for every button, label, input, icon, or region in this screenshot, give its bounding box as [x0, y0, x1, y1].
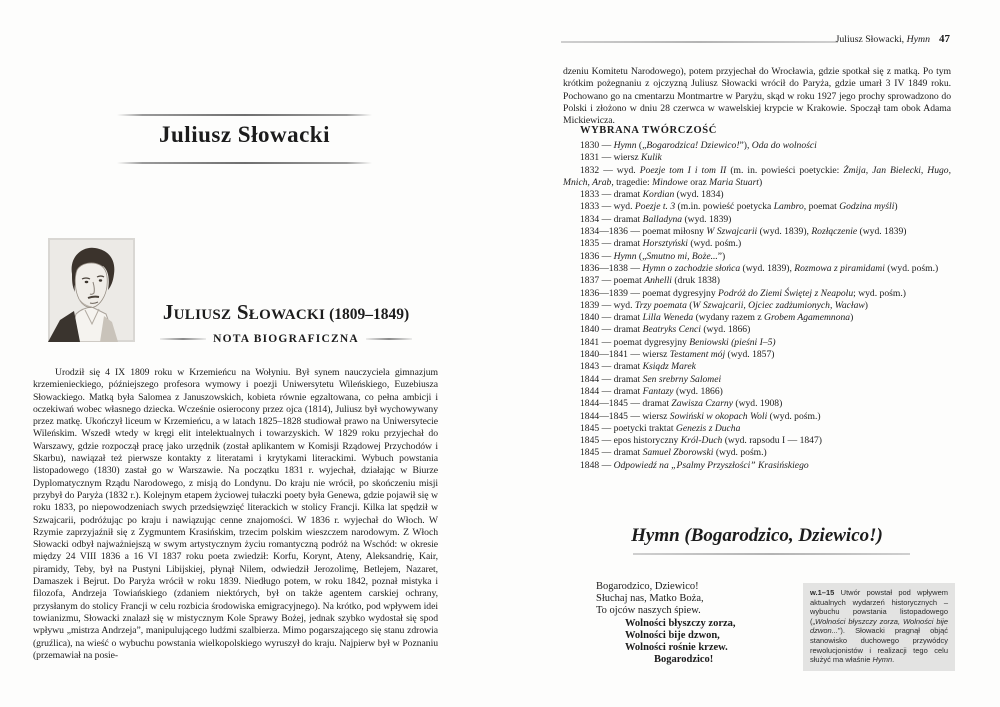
work-entry: 1836—1839 — poemat dygresyjny Podróż do Ziemi Świętej z Neapolu; wyd. pośm.) [580, 287, 906, 299]
author-heading [135, 300, 437, 325]
page-title: Juliusz Słowacki [159, 122, 330, 147]
running-title-work: Hymn [906, 34, 930, 45]
work-entry: 1840 — dramat Beatryks Cenci (wyd. 1866) [580, 324, 751, 336]
work-entry: 1845 — epos historyczny Król-Duch (wyd. rapsodu I — 1847) [580, 435, 822, 447]
work-entry: 1830 — Hymn („Bogarodzica! Dziewico!”), Oda do wolności [580, 140, 817, 151]
work-entry: 1843 — dramat Ksiądz Marek [580, 361, 696, 373]
work-entry: 1840 — dramat Lilla Weneda (wydany razem z Grobem Agamemnona) [580, 312, 854, 324]
poem [596, 581, 736, 666]
portrait-engraving-svg [48, 238, 135, 342]
work-entry: 1844—1845 — wiersz Sowiński w okopach Woli (wyd. pośm.) [580, 410, 821, 422]
work-entry: 1833 — wyd. Poezje t. 3 (m.in. powieść poetycka Lambro, poemat Godzina myśli) [580, 201, 898, 213]
poem-line: Wolności rośnie krzew. [625, 642, 728, 654]
works-list [563, 140, 951, 472]
work-entry: 1833 — dramat Kordian (wyd. 1834) [580, 189, 724, 201]
poem-line: Bogarodzico, Dziewico! [596, 581, 699, 592]
work-entry: 1839 — wyd. Trzy poemata (W Szwajcarii, Ojciec zadżumionych, Wacław) [580, 299, 868, 311]
poem-line: Słuchaj nas, Matko Boża, [596, 593, 704, 605]
subheading-dash-left [160, 338, 206, 340]
biography-paragraph: Urodził się 4 IX 1809 roku w Krzemieńcu na Wołyniu. Był synem nauczyciela gimnazjum krzemienieckiego, późniejszego profesora wymowy i poezji Uniwersytetu Wileńskiego, Euzebiusza Słowackiego. Matką była Salomea z Januszowskich, kobieta równie egzaltowana, co pełna ambicji i oczekiwań wobec własnego dziecka. Wcześnie osierocony przez ojca (1814), Juliusz był wychowywany przez matkę. Ukończył liceum w Krzemieńcu, a w latach 1825–1828 studiował prawo na Uniwersytecie Wileńskim. Wszedł wtedy w kręgi elit intelektualnych i towarzyskich. W 1829 roku przyjechał do Warszawy, gdzie rozpoczął pracę jako urzędnik (został aplikantem w Komisji Rządowej Przychodów i Skarbu), nawiązał też pierwsze kontakty z literatami i krytykami literackimi. Wybuch powstania listopadowego (1830) zastał go w Warszawie. Na początku 1831 r. wyjechał, działając w Biurze Dyplomatycznym Rządu Narodowego, z misją do Londynu. Do kraju nie wrócił, po skończeniu misji przybył do Paryża (1832 r.). Kolejnym etapem życiowej tułaczki poety była Genewa, gdzie pojawił się w roku 1833, po niepowodzeniach swych przedsięwzięć literackich w stolicy Francji. Kilka lat spędził w Szwajcarii, podróżując po kraju i nawiązując cenne znajomości. W 1836 r. wyjechał do Włoch. W Rzymie zaprzyjaźnił się z Zygmuntem Krasińskim, trzecim polskim wieszczem narodowym. Z Włoch Słowacki odbył najważniejszą w swym artystycznym życiu romantyczną podróż na Wschód: w okresie między 24 VIII 1836 a 16 VI 1837 roku poeta zwiedził: Korfu, Korynt, Ateny, Aleksandrię, Kair, piramidy, Teby, był na Pustyni Libijskiej, płynął Nilem, odwiedził Jerozolimę, Betlejem, Nazaret, Damaszek i Bejrut. Do Paryża wrócił w roku 1839. Niedługo potem, w roku 1842, poznał mistyka i filozofa, Andrzeja Towiańskiego (zdaniem niektórych, był on także agentem carskiej ochrany, przysłanym do stolicy Francji w celu rozbicia środowiska emigracyjnego). Na krótko, pod wpływem idei towianizmu, Słowacki znalazł się w mistycznym Kole Sprawy Bożej, jednak szybko wydostał się spod wpływu „mistrza Andrzeja”, manipulującego ludźmi szalbierza. Mimo pogarszającego się stanu zdrowia (gruźlica), na wieść o wybuchu powstania wielkopolskiego wyruszył do kraju. Najpierw był w Poznaniu (przemawiał na posie- [33, 367, 438, 661]
poem-title: Hymn (Bogarodzico, Dziewico!) [631, 525, 883, 546]
poem-line: Wolności błyszczy zorza, [625, 617, 736, 629]
work-entry: 1848 — Odpowiedź na „Psalmy Przyszłości” Krasińskiego [580, 459, 809, 471]
work-entry: 1841 — poemat dygresyjny Beniowski (pieśni I–5) [580, 336, 776, 348]
title-rule-bottom [117, 162, 372, 164]
title-rule-top [117, 114, 372, 116]
portrait-image [48, 238, 135, 342]
author-name: Juliusz Słowacki [162, 300, 326, 324]
subheading-row [135, 333, 437, 345]
author-years: (1809–1849) [329, 306, 410, 323]
work-entry: 1845 — dramat Samuel Zborowski (wyd. pośm.) [580, 447, 767, 459]
work-entry: 1834 — dramat Balladyna (wyd. 1839) [580, 213, 732, 225]
work-entry: 1832 — wyd. Poezje tom I i tom II (m. in. powieści poetyckie: Żmija, Jan Bielecki, Hugo, Mnich, Arab, tragedie: Mindowe oraz Maria Stuart) [563, 164, 951, 188]
running-title-text: Juliusz Słowacki, [835, 34, 907, 45]
note-text: w.1–15 Utwór powstał pod wpływem aktualnych wydarzeń historycznych – wybuchu powstania listopadowego („Wolności błyszczy zorza, Wolności bije dzwon...”). Słowacki pragnął objąć stanowisko duchowego przywódcy rewolucjonistów i realizacji tego celu służyć ma właśnie Hymn. [810, 588, 948, 665]
works-heading: WYBRANA TWÓRCZOŚĆ [580, 125, 717, 136]
work-entry: 1844—1845 — dramat Zawisza Czarny (wyd. 1908) [580, 398, 783, 410]
work-entry: 1844 — dramat Sen srebrny Salomei [580, 373, 722, 385]
poem-line: Bogarodzico! [654, 654, 714, 666]
poem-title-rule [633, 553, 910, 555]
note-box [803, 583, 955, 671]
subheading-dash-right [366, 338, 412, 340]
continuation-paragraph: dzeniu Komitetu Narodowego), potem przyjechał do Wrocławia, gdzie spotkał się z matką. Po tym krótkim pożegnaniu z ojczyzną Juliusz Słowacki wrócił do Paryża, gdzie umarł 3 IV 1849 roku. Pochowano go na cmentarzu Montmartre w Paryżu, skąd w roku 1927 jego prochy sprowadzono do Polski i złożono w dniu 28 czerwca w wawelskiej krypcie w Krakowie. Spoczął tam obok Adama Mickiewicza. [563, 66, 951, 127]
work-entry: 1831 — wiersz Kulik [580, 152, 662, 164]
work-entry: 1837 — poemat Anhelli (druk 1838) [580, 275, 720, 287]
page-number: 47 [939, 33, 950, 45]
work-entry: 1844 — dramat Fantazy (wyd. 1866) [580, 385, 723, 397]
work-entry: 1836—1838 — Hymn o zachodzie słońca (wyd. 1839), Rozmowa z piramidami (wyd. pośm.) [580, 262, 939, 274]
work-entry: 1834—1836 — poemat miłosny W Szwajcarii (wyd. 1839), Rozłączenie (wyd. 1839) [580, 226, 907, 238]
poem-line: To ojców naszych śpiew. [596, 605, 701, 617]
work-entry: 1835 — dramat Horsztyński (wyd. pośm.) [580, 238, 742, 250]
running-header [700, 33, 950, 45]
section-subheading: NOTA BIOGRAFICZNA [213, 333, 359, 345]
work-entry: 1840—1841 — wiersz Testament mój (wyd. 1857) [580, 349, 775, 361]
work-entry: 1836 — Hymn („Smutno mi, Boże...”) [580, 250, 726, 262]
poem-line: Wolności bije dzwon, [625, 629, 720, 641]
work-entry: 1845 — poetycki traktat Genezis z Ducha [580, 422, 741, 434]
